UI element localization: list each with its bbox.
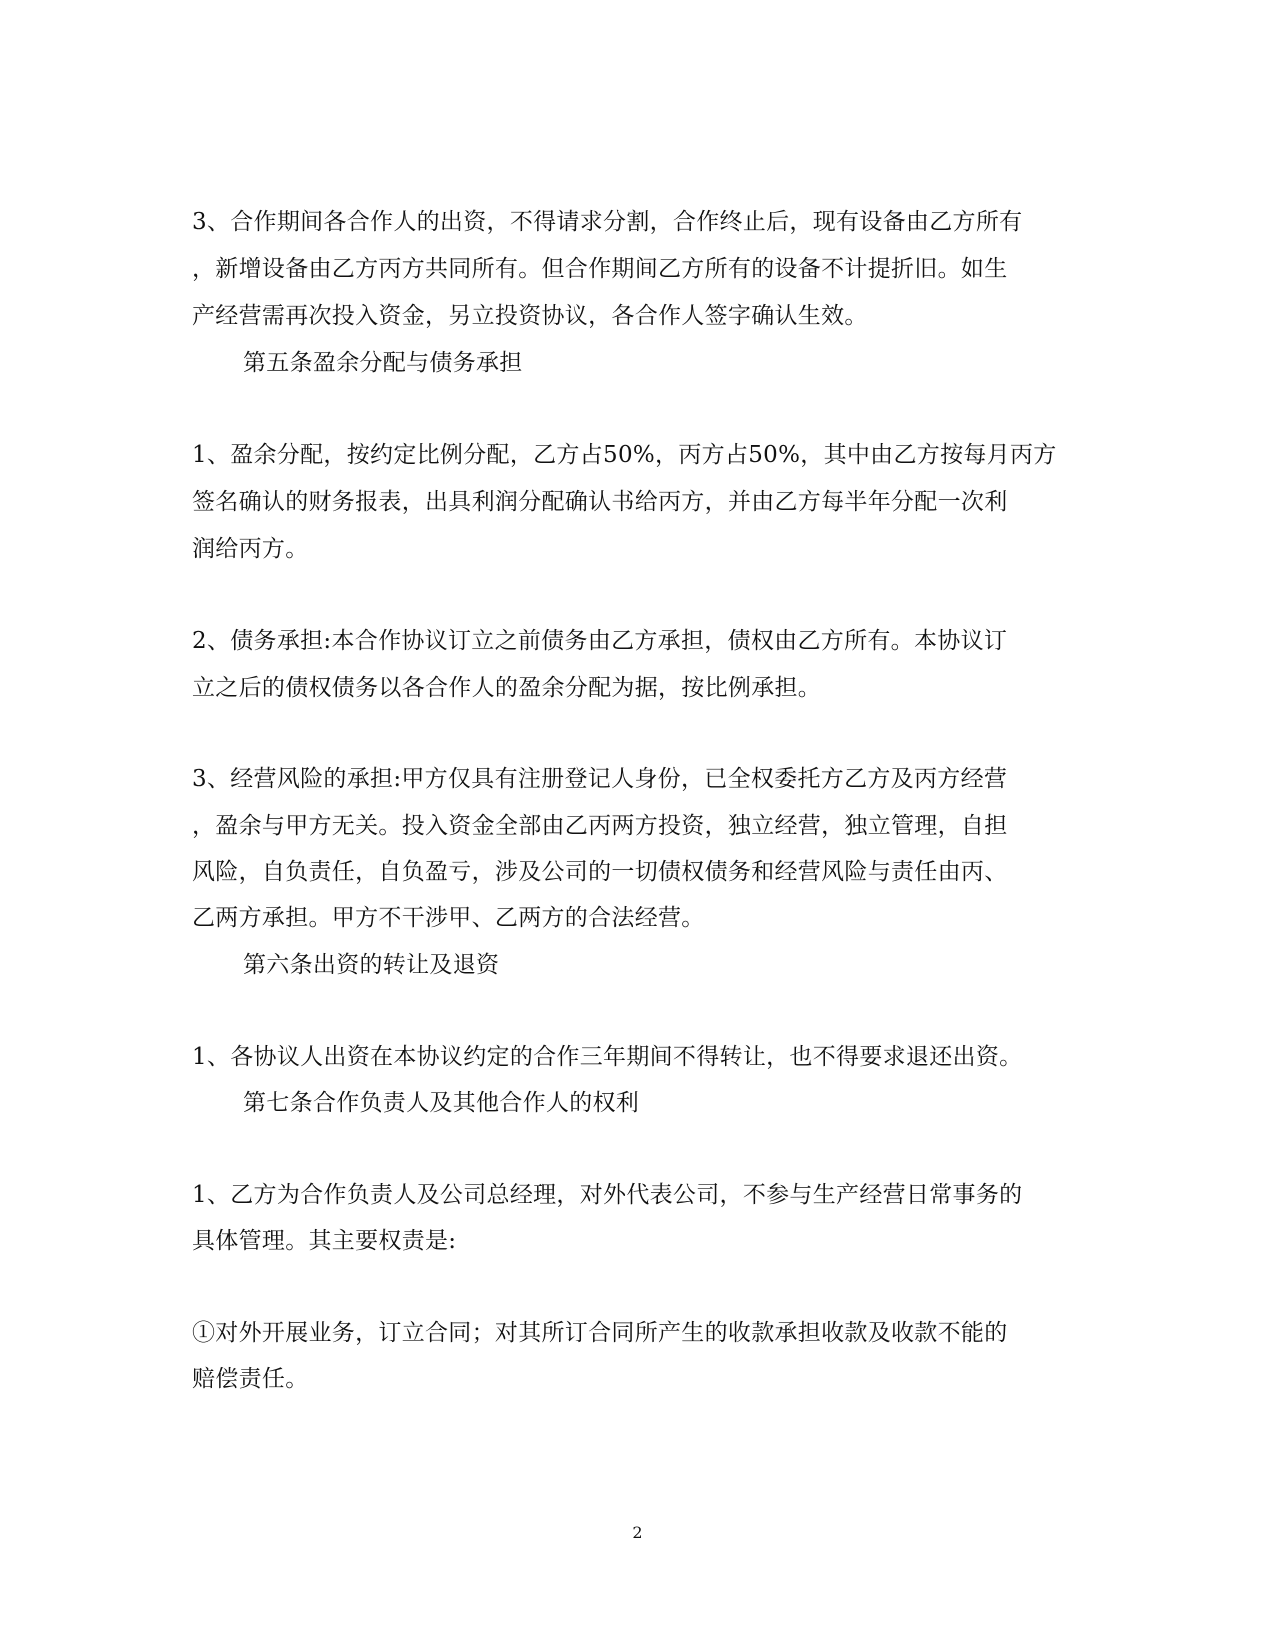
clause-5-item-1-line-1: 1、盈余分配，按约定比例分配，乙方占50%，丙方占50%，其中由乙方按每月丙方 xyxy=(192,442,1057,468)
clause-5-item-3-line-2: ，盈余与甲方无关。投入资金全部由乙丙两方投资，独立经营，独立管理，自担 xyxy=(192,813,1008,839)
page-number: 2 xyxy=(632,1523,643,1542)
clause-5-item-2-line-2: 立之后的债权债务以各合作人的盈余分配为据，按比例承担。 xyxy=(192,675,822,701)
clause-7-subitem-1-line-2: 赔偿责任。 xyxy=(192,1366,309,1392)
clause-7-subitem-1-line-1: ①对外开展业务，订立合同；对其所订合同所产生的收款承担收款及收款不能的 xyxy=(192,1320,1008,1346)
clause-7-item-1-line-1: 1、乙方为合作负责人及公司总经理，对外代表公司，不参与生产经营日常事务的 xyxy=(192,1182,1023,1208)
clause-4-item-3-line-1: 3、合作期间各合作人的出资，不得请求分割，合作终止后，现有设备由乙方所有 xyxy=(192,209,1023,235)
section-heading-article-6: 第六条出资的转让及退资 xyxy=(243,952,500,978)
clause-6-item-1: 1、各协议人出资在本协议约定的合作三年期间不得转让，也不得要求退还出资。 xyxy=(192,1044,1023,1070)
clause-5-item-3-line-1: 3、经营风险的承担:甲方仅具有注册登记人身份，已全权委托方乙方及丙方经营 xyxy=(192,766,1008,792)
clause-5-item-3-line-4: 乙两方承担。甲方不干涉甲、乙两方的合法经营。 xyxy=(192,905,705,931)
clause-4-item-3-line-3: 产经营需再次投入资金，另立投资协议，各合作人签字确认生效。 xyxy=(192,303,868,329)
clause-4-item-3-line-2: ，新增设备由乙方丙方共同所有。但合作期间乙方所有的设备不计提折旧。如生 xyxy=(192,256,1008,282)
clause-7-item-1-line-2: 具体管理。其主要权责是: xyxy=(192,1228,457,1254)
clause-5-item-1-line-3: 润给丙方。 xyxy=(192,536,309,562)
section-heading-article-7: 第七条合作负责人及其他合作人的权利 xyxy=(243,1090,640,1116)
clause-5-item-2-line-1: 2、债务承担:本合作协议订立之前债务由乙方承担，债权由乙方所有。本协议订 xyxy=(192,628,1008,654)
clause-5-item-1-line-2: 签名确认的财务报表，出具利润分配确认书给丙方，并由乙方每半年分配一次利 xyxy=(192,489,1008,515)
clause-5-item-3-line-3: 风险，自负责任，自负盈亏，涉及公司的一切债权债务和经营风险与责任由丙、 xyxy=(192,859,1008,885)
section-heading-article-5: 第五条盈余分配与债务承担 xyxy=(243,350,523,376)
